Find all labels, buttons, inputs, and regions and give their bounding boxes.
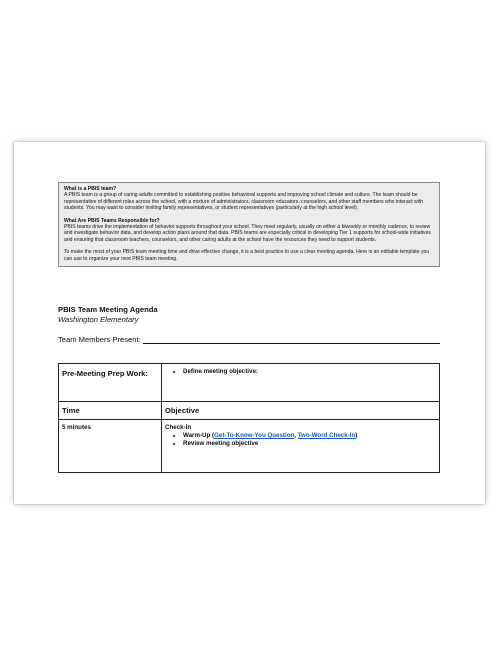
prep-item: • Define meeting objective: — [183, 368, 436, 376]
two-word-check-in-link[interactable]: Two-Word Check-In — [297, 432, 356, 439]
closing-paragraph: To make the most of your PBIS team meeting time and drive effective change, it is a best practice to use a clear meeting agenda. Here is an editable template you can use to organize your next PBIS team meeting. — [64, 249, 430, 262]
header-row — [59, 402, 440, 420]
get-to-know-you-link[interactable]: Get-To-Know-You Question — [214, 432, 295, 439]
prep-label: Pre-Meeting Prep Work: — [59, 364, 162, 402]
agenda-table — [58, 363, 440, 473]
link-separator: , — [294, 432, 298, 439]
row-objective — [162, 420, 440, 473]
team-members-label: Team Members Present: — [58, 335, 141, 344]
warmup-prefix: Warm-Up ( — [183, 432, 215, 439]
table-row — [59, 420, 440, 473]
header-objective: Objective — [162, 402, 440, 420]
school-name: Washington Elementary — [58, 315, 139, 324]
team-members-row — [58, 335, 440, 344]
review-item: • Review meeting objective — [183, 440, 436, 448]
document-page — [14, 142, 485, 504]
warmup-suffix: ) — [355, 432, 358, 439]
q1-body: A PBIS team is a group of caring adults committed to establishing positive behavioral supports and improving school climate and culture. The team should be representative of different roles across the school, with a mixture of administrators, classroom educators, counselors, and other staff members who interact with students. You may want to consider inviting family representatives, or student representatives (particularly at the high school level). — [64, 192, 424, 212]
warmup-item — [183, 432, 436, 440]
row-heading: Check-In — [165, 424, 192, 431]
prep-row — [59, 364, 440, 402]
q2-heading: What Are PBIS Teams Responsible for? — [64, 217, 160, 224]
agenda-title: PBIS Team Meeting Agenda — [58, 305, 158, 314]
row-time: 5 minutes — [59, 420, 162, 473]
q1-heading: What is a PBIS team? — [64, 186, 117, 192]
prep-cell — [162, 364, 440, 402]
team-members-blank-line[interactable] — [143, 336, 440, 344]
q2-body: PBIS teams drive the implementation of behavior supports throughout your school. They meet regularly, usually on either a biweekly or monthly cadence, to review and investigate behavior data, and develop action plans around that data. PBIS teams are especially critical in developing Tier 1 supports for school-wide initiatives and ensuring that classroom teachers, counselors, and other caring adults at the school have the resources they need to support students. — [64, 224, 431, 243]
header-time: Time — [59, 402, 162, 420]
pbis-info-box — [58, 182, 440, 267]
